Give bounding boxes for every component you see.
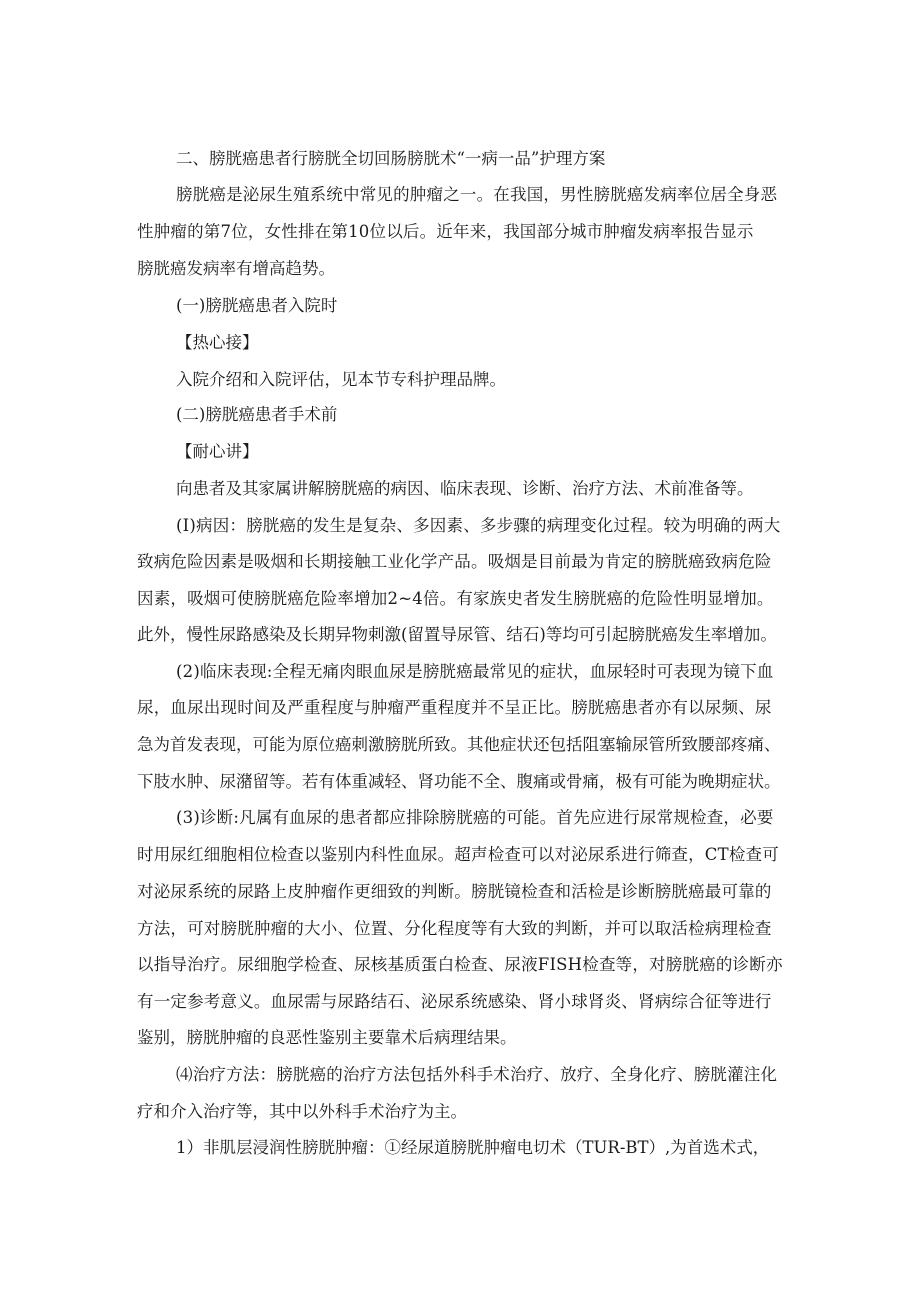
etiology-line-2: 致病危险因素是吸烟和长期接触工业化学产品。吸烟是目前最为肯定的膀胱癌致病危险 [137, 552, 772, 571]
diagnosis-line-6: 有一定参考意义。血尿需与尿路结石、泌尿系统感染、肾小球肾炎、肾病综合征等进行 [137, 992, 772, 1011]
intro-line-2: 性肿瘤的第7位，女性排在第10位以后。近年来，我国部分城市肿瘤发病率报告显示 [137, 222, 754, 241]
clinical-line-3: 急为首发表现，可能为原位癌刺激膀胱所致。其他症状还包括阻塞输尿管所致腰部疼痛、 [137, 735, 781, 754]
etiology-line-4: 此外，慢性尿路感染及长期异物刺激(留置导尿管、结石)等均可引起膀胱癌发生率增加。 [137, 625, 777, 644]
treatment-line-2: 疗和介入治疗等，其中以外科手术治疗为主。 [137, 1102, 467, 1121]
nmibc-line-1: 1）非肌层浸润性膀胱肿瘤：①经尿道膀胱肿瘤电切术（TUR-BT）,为首选术式， [176, 1138, 770, 1157]
clinical-line-2: 尿，血尿出现时间及严重程度与肿瘤严重程度并不呈正比。膀胱癌患者亦有以尿频、尿 [137, 698, 772, 717]
diagnosis-line-4: 方法，可对膀胱肿瘤的大小、位置、分化程度等有大致的判断，并可以取活检病理检查 [137, 919, 772, 938]
clinical-line-4: 下肢水肿、尿潴留等。若有体重减轻、肾功能不全、腹痛或骨痛，极有可能为晚期症状。 [137, 772, 781, 791]
diagnosis-line-3: 对泌尿系统的尿路上皮肿瘤作更细致的判断。膀胱镜检查和活检是诊断膀胱癌最可靠的 [137, 882, 772, 901]
treatment-line-1: ⑷治疗方法：膀胱癌的治疗方法包括外科手术治疗、放疗、全身化疗、膀胱灌注化 [176, 1065, 778, 1084]
subsection-heading-2: (二)膀胱癌患者手术前 [176, 405, 338, 424]
clinical-line-1: (2)临床表现:全程无痛肉眼血尿是膀胱癌最常见的症状，血尿轻时可表现为镜下血 [176, 662, 774, 681]
tag-patient-explain: 【耐心讲】 [176, 442, 259, 461]
diagnosis-line-7: 鉴别，膀胱肿瘤的良恶性鉴别主要靠术后病理结果。 [137, 1028, 517, 1047]
section1-text: 入院介绍和入院评估，见本节专科护理品牌。 [176, 370, 506, 389]
diagnosis-line-2: 时用尿红细胞相位检查以鉴别内科性血尿。超声检查可以对泌尿系进行筛查，CT检查可 [137, 845, 779, 864]
diagnosis-line-5: 以指导治疗。尿细胞学检查、尿核基质蛋白检查、尿液FISH检查等，对膀胱癌的诊断亦 [137, 955, 783, 974]
section-title: 二、膀胱癌患者行膀胱全切回肠膀胱术“一病一品”护理方案 [176, 149, 606, 168]
intro-line-1: 膀胱癌是泌尿生殖系统中常见的肿瘤之一。在我国，男性膀胱癌发病率位居全身恶 [176, 185, 778, 204]
diagnosis-line-1: (3)诊断:凡属有血尿的患者都应排除膀胱癌的可能。首先应进行尿常规检查，必要 [176, 808, 774, 827]
tag-warm-reception: 【热心接】 [176, 333, 259, 352]
subsection-heading-1: (一)膀胱癌患者入院时 [176, 296, 338, 315]
section2-text: 向患者及其家属讲解膀胱癌的病因、临床表现、诊断、治疗方法、术前准备等。 [176, 479, 754, 498]
etiology-line-1: (I)病因：膀胱癌的发生是复杂、多因素、多步骤的病理变化过程。较为明确的两大 [176, 516, 781, 535]
etiology-line-3: 因素，吸烟可使膀胱癌危险率增加2~4倍。有家族史者发生膀胱癌的危险性明显增加。 [137, 589, 774, 608]
intro-line-3: 膀胱癌发病率有增高趋势。 [137, 259, 335, 278]
